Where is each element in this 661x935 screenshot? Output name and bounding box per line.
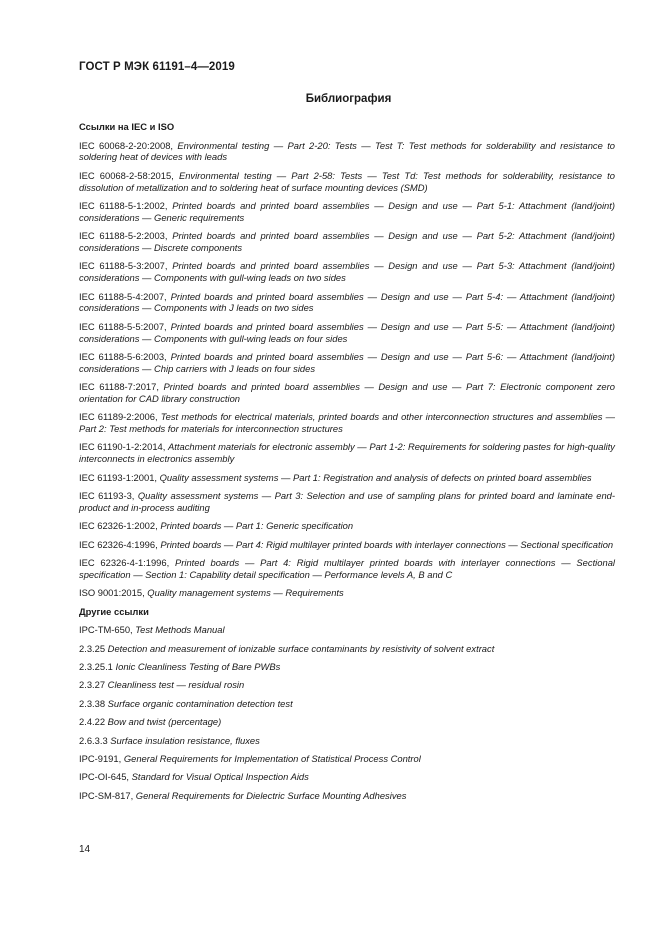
reference-code: IEC 61188-5-1:2002, (79, 199, 173, 211)
reference-entry (79, 321, 615, 345)
reference-title: Surface organic contamination detection test (107, 697, 293, 709)
reference-title: Environmental testing — Part 2-20: Tests — Test T: Test methods for solderability and resistance to soldering heat of devices with leads (79, 139, 616, 163)
document-header: ГОСТ Р МЭК 61191–4—2019 (79, 61, 235, 73)
reference-entry (79, 411, 615, 435)
reference-entry (79, 140, 615, 164)
reference-title: Ionic Cleanliness Testing of Bare PWBs (115, 660, 281, 672)
reference-code: IPC-9191, (79, 752, 124, 764)
reference-title: Cleanliness test — residual rosin (107, 679, 245, 691)
reference-title: Printed boards and printed board assemblies — Design and use — Part 5-2: Attachment (land/joint) considerations — Discrete components (79, 230, 615, 253)
reference-title: Quality assessment systems — Part 3: Selection and use of sampling plans for printed board and laminate end-product and in-process auditing (79, 490, 615, 513)
reference-title: Printed boards and printed board assemblies — Design and use — Part 5-6: — Attachment (land/joint) considerations — Chip carriers with J leads on four sides (79, 350, 615, 374)
reference-entry (79, 679, 615, 691)
reference-entry (79, 441, 615, 465)
reference-code: IEC 61188-7:2017, (79, 381, 164, 393)
reference-code: 2.3.25.1 (79, 660, 116, 672)
reference-entry (79, 351, 615, 375)
reference-entry (79, 716, 615, 728)
page-number: 14 (79, 844, 91, 855)
reference-entry (79, 200, 615, 224)
reference-entry (79, 490, 615, 514)
reference-title: Printed boards and printed board assemblies — Design and use — Part 5-4: — Attachment (land/joint) considerations — Components with J leads on two sides (79, 290, 615, 314)
reference-title: Quality management systems — Requirements (147, 587, 344, 599)
reference-code: IEC 61188-5-3:2007, (79, 260, 173, 272)
reference-title: Printed boards — Part 4: Rigid multilayer printed boards with interlayer connections — Sectional specification — Section 1: Capability detail specification — Performance levels A, B and C (79, 557, 615, 580)
reference-code: 2.6.3.3 (79, 734, 111, 746)
reference-entry (79, 520, 615, 532)
reference-title: Printed boards and printed board assemblies — Design and use — Part 5-1: Attachment (land/joint) considerations — Generic requirements (79, 199, 615, 223)
reference-code: IEC 61188-5-5:2007, (79, 320, 171, 332)
reference-code: IEC 61188-5-4:2007, (79, 290, 171, 302)
reference-title: Printed boards and printed board assemblies — Design and use — Part 5-3: Attachment (land/joint) considerations — Components with gull-wing leads on two sides (79, 260, 615, 284)
reference-title: Printed boards — Part 1: Generic specification (160, 520, 354, 532)
reference-entry (79, 643, 615, 655)
reference-code: IEC 61188-5-6:2003, (79, 350, 171, 362)
reference-title: General Requirements for Dielectric Surface Mounting Adhesives (135, 789, 407, 801)
reference-title: Bow and twist (percentage) (107, 716, 222, 728)
reference-code: IEC 61193-1:2001, (79, 471, 160, 483)
reference-code: IEC 60068-2-58:2015, (79, 169, 179, 181)
section-heading-other: Другие ссылки (79, 605, 149, 617)
reference-code: IEC 61189-2:2006, (79, 411, 161, 423)
reference-title: Attachment materials for electronic assembly — Part 1-2: Requirements for soldering pastes for high-quality interconnects in electronics assembly (79, 441, 615, 465)
reference-code: IEC 61190-1-2:2014, (79, 441, 169, 453)
reference-code: 2.3.38 (79, 697, 108, 709)
reference-entry (79, 291, 615, 315)
reference-code: IEC 60068-2-20:2008, (79, 139, 178, 151)
reference-title: Environmental testing — Part 2-58: Tests — Test Td: Test methods for solderability, resistance to dissolution of metallization and to soldering heat of surface mounting devices (SMD) (79, 169, 615, 193)
reference-title: General Requirements for Implementation of Statistical Process Control (123, 752, 421, 764)
reference-entry (79, 260, 615, 284)
reference-title: Test methods for electrical materials, printed boards and other interconnection structures and assemblies — Part 2: Test methods for materials for interconnection structures (79, 411, 615, 435)
reference-title: Printed boards and printed board assemblies — Design and use — Part 7: Electronic component zero orientation for CAD library construction (79, 381, 615, 404)
reference-entry (79, 771, 615, 783)
reference-title: Detection and measurement of ionizable surface contaminants by resistivity of solvent extract (107, 642, 495, 654)
reference-code: IEC 61193-3, (79, 490, 138, 502)
reference-entry (79, 539, 615, 551)
reference-title: Printed boards — Part 4: Rigid multilayer printed boards with interlayer connections — Sectional specification (160, 538, 614, 550)
reference-code: ISO 9001:2015, (79, 587, 148, 599)
reference-entry (79, 587, 615, 599)
reference-entry (79, 472, 615, 484)
reference-entry (79, 557, 615, 581)
reference-code: IEC 61188-5-2:2003, (79, 230, 173, 242)
reference-title: Quality assessment systems — Part 1: Registration and analysis of defects on printed board assemblies (159, 471, 592, 483)
reference-entry (79, 790, 615, 802)
reference-code: IEC 62326-4:1996, (79, 538, 161, 550)
page-title: Библиография (305, 93, 392, 105)
reference-entry (79, 735, 615, 747)
reference-code: IPC-TM-650, (79, 624, 136, 636)
reference-entry (79, 381, 615, 405)
reference-code: IEC 62326-1:2002, (79, 520, 161, 532)
reference-title: Surface insulation resistance, fluxes (110, 734, 260, 746)
reference-entry (79, 661, 615, 673)
reference-entry (79, 753, 615, 765)
reference-entry (79, 624, 615, 636)
section-heading-iec: Ссылки на IEC и ISO (79, 121, 175, 132)
reference-code: 2.3.25 (79, 642, 108, 654)
reference-code: IPC-SM-817, (79, 789, 136, 801)
other-reference-list (79, 624, 615, 801)
reference-entry (79, 170, 615, 194)
reference-code: IEC 62326-4-1:1996, (79, 557, 176, 569)
reference-title: Standard for Visual Optical Inspection Aids (131, 771, 309, 783)
reference-code: 2.4.22 (79, 716, 108, 728)
reference-entry (79, 698, 615, 710)
bibliography (79, 121, 615, 808)
iec-reference-list (79, 140, 615, 599)
reference-title: Test Methods Manual (135, 624, 225, 636)
reference-code: IPC-OI-645, (79, 771, 132, 783)
reference-entry (79, 230, 615, 254)
reference-title: Printed boards and printed board assemblies — Design and use — Part 5-5: — Attachment (land/joint) considerations — Components with gull-wing leads on four sides (79, 320, 615, 344)
reference-code: 2.3.27 (79, 679, 108, 691)
